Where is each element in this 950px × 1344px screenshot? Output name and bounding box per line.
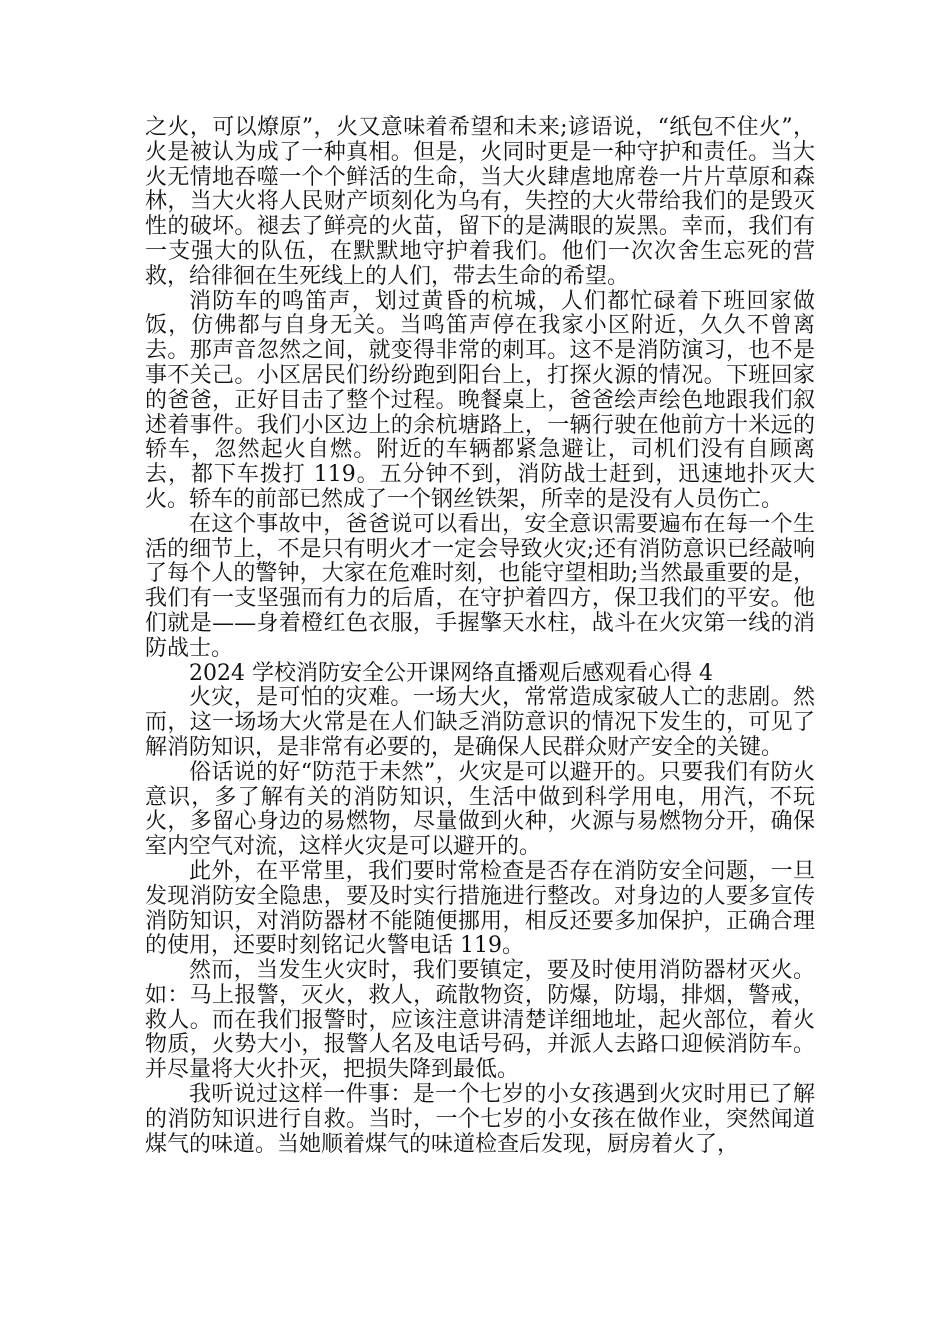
paragraph-prevention: 俗话说的好“防范于未然”，火灾是可以避开的。只要我们有防火意识，多了解有关的消防知识，生活中做到科学用电，用汽，不玩火，多留心身边的易燃物，尽量做到火种，火源与易燃物分开，确保室内空气对流，这样火灾是可以避开的。 <box>145 759 815 860</box>
paragraph-emergency-response: 然而，当发生火灾时，我们要镇定，要及时使用消防器材灭火。如：马上报警，灭火，救人，疏散物资，防爆，防塌，排烟，警戒，救人。而在我们报警时，应该注意讲清楚详细地址，起火部位，着火物质，火势大小，报警人名及电话号码，并派人去路口迎候消防车。并尽量将大火扑灭，把损失降到最低。 <box>145 958 815 1083</box>
paragraph-safety-awareness: 在这个事故中，爸爸说可以看出，安全意识需要遍布在每一个生活的细节上，不是只有明火才一定会导致火灾;还有消防意识已经敲响了每个人的警钟，大家在危难时刻，也能守望相助;当然最重要的是，我们有一支坚强而有力的后盾，在守护着四方，保卫我们的平安。他们就是——身着橙红色衣服，手握擎天水柱，战斗在火灾第一线的消防战士。 <box>145 511 815 661</box>
section-heading: 2024 学校消防安全公开课网络直播观后感观看心得 4 <box>189 660 713 686</box>
paragraph-inspection: 此外，在平常里，我们要时常检查是否存在消防安全问题，一旦发现消防安全隐患，要及时实行措施进行整改。对身边的人要多宣传消防知识，对消防器材不能随便挪用，相反还要多加保护，正确合理的使用，还要时刻铭记火警电话 119。 <box>145 858 815 959</box>
document-page <box>145 116 815 1157</box>
paragraph-fire-disaster: 火灾，是可怕的灾难。一场大火，常常造成家破人亡的悲剧。然而，这一场场大火常是在人们缺乏消防意识的情况下发生的，可见了解消防知识，是非常有必要的，是确保人民群众财产安全的关键。 <box>145 685 815 760</box>
paragraph-girl-story: 我听说过这样一件事：是一个七岁的小女孩遇到火灾时用已了解的消防知识进行自救。当时，一个七岁的小女孩在做作业，突然闻道煤气的味道。当她顺着煤气的味道检查后发现，厨房着火了， <box>145 1082 815 1157</box>
paragraph-fire-meaning: 之火，可以燎原”，火又意味着希望和未来;谚语说，“纸包不住火”，火是被认为成了一种真相。但是，火同时更是一种守护和责任。当大火无情地吞噬一个个鲜活的生命，当大火肆虐地席卷一片片草原和森林，当大火将人民财产顷刻化为乌有，失控的大火带给我们的是毁灭性的破坏。褪去了鲜亮的火苗，留下的是满眼的炭黑。幸而，我们有一支强大的队伍，在默默地守护着我们。他们一次次舍生忘死的营救，给徘徊在生死线上的人们，带去生命的希望。 <box>145 115 815 289</box>
paragraph-fire-truck-siren: 消防车的鸣笛声，划过黄昏的杭城，人们都忙碌着下班回家做饭，仿佛都与自身无关。当鸣笛声停在我家小区附近，久久不曾离去。那声音忽然之间，就变得非常的刺耳。这不是消防演习，也不是事不关己。小区居民们纷纷跑到阳台上，打探火源的情况。下班回家的爸爸，正好目击了整个过程。晚餐桌上，爸爸绘声绘色地跟我们叙述着事件。我们小区边上的余杭塘路上，一辆行驶在他前方十米远的轿车，忽然起火自燃。附近的车辆都紧急避让，司机们没有自顾离去，都下车拨打 119。五分钟不到，消防战士赶到，迅速地扑灭大火。轿车的前部已然成了一个钢丝铁架，所幸的是没有人员伤亡。 <box>145 288 815 512</box>
